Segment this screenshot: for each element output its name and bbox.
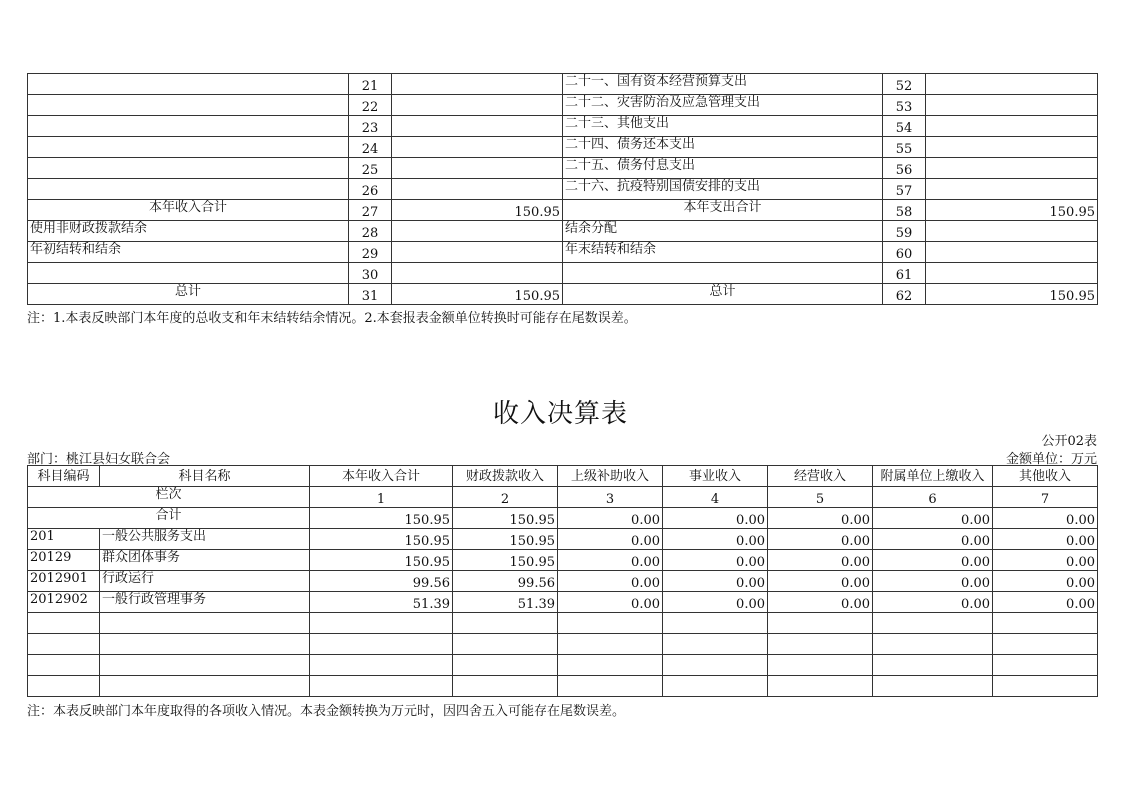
expense-amount: 150.95 — [926, 284, 1098, 305]
expense-line-number: 57 — [883, 179, 926, 200]
balance-row — [28, 158, 1098, 179]
balance-row — [28, 221, 1098, 242]
subject-code: 2012902 — [28, 592, 100, 613]
income-item-label — [28, 116, 349, 137]
income-value: 0.00 — [873, 571, 993, 592]
income-item-label — [28, 263, 349, 284]
expense-line-number: 62 — [883, 284, 926, 305]
income-amount: 150.95 — [392, 200, 563, 221]
income-item-label — [28, 95, 349, 116]
income-amount — [392, 242, 563, 263]
balance-row — [28, 116, 1098, 137]
expense-line-number: 52 — [883, 74, 926, 95]
empty-cell — [993, 676, 1098, 697]
column-index-row — [28, 487, 1098, 508]
income-value: 0.00 — [873, 529, 993, 550]
header-subject-code: 科目编码 — [28, 466, 100, 487]
income-value: 0.00 — [663, 592, 768, 613]
empty-cell — [453, 613, 558, 634]
amount-unit-label: 金额单位：万元 — [1005, 452, 1097, 467]
subject-code: 20129 — [28, 550, 100, 571]
expense-line-number: 55 — [883, 137, 926, 158]
income-value: 0.00 — [558, 592, 663, 613]
income-line-number: 29 — [349, 242, 392, 263]
expense-amount — [926, 74, 1098, 95]
income-value: 150.95 — [453, 529, 558, 550]
income-line-number: 28 — [349, 221, 392, 242]
expense-amount — [926, 179, 1098, 200]
header-total-income: 本年收入合计 — [310, 466, 453, 487]
income-value: 0.00 — [663, 571, 768, 592]
balance-row — [28, 200, 1098, 221]
empty-cell — [558, 655, 663, 676]
income-item-label — [28, 74, 349, 95]
expense-item-label — [563, 263, 883, 284]
income-value: 0.00 — [558, 550, 663, 571]
column-index-number: 2 — [453, 487, 558, 508]
expense-item-label: 二十六、抗疫特别国债安排的支出 — [563, 179, 883, 200]
empty-cell — [100, 676, 310, 697]
expense-item-label: 二十二、灾害防治及应急管理支出 — [563, 95, 883, 116]
expense-item-label: 二十四、债务还本支出 — [563, 137, 883, 158]
total-value: 0.00 — [558, 508, 663, 529]
income-amount: 150.95 — [392, 284, 563, 305]
income-amount — [392, 221, 563, 242]
header-subject-name: 科目名称 — [100, 466, 310, 487]
income-table — [27, 465, 1098, 697]
balance-row — [28, 284, 1098, 305]
income-value: 0.00 — [768, 550, 873, 571]
total-value: 0.00 — [768, 508, 873, 529]
income-line-number: 24 — [349, 137, 392, 158]
income-value: 150.95 — [453, 550, 558, 571]
empty-cell — [663, 613, 768, 634]
expense-amount — [926, 221, 1098, 242]
balance-row — [28, 242, 1098, 263]
income-value: 0.00 — [873, 550, 993, 571]
empty-cell — [100, 634, 310, 655]
income-value: 0.00 — [993, 592, 1098, 613]
income-value: 0.00 — [663, 529, 768, 550]
income-value: 0.00 — [768, 529, 873, 550]
income-line-number: 23 — [349, 116, 392, 137]
subject-name: 一般公共服务支出 — [100, 529, 310, 550]
income-line-number: 31 — [349, 284, 392, 305]
income-value: 0.00 — [558, 571, 663, 592]
expense-line-number: 61 — [883, 263, 926, 284]
column-index-number: 7 — [993, 487, 1098, 508]
empty-cell — [558, 613, 663, 634]
empty-cell — [873, 676, 993, 697]
expense-line-number: 58 — [883, 200, 926, 221]
expense-item-label: 年末结转和结余 — [563, 242, 883, 263]
table-row — [28, 550, 1098, 571]
income-value: 0.00 — [993, 550, 1098, 571]
column-index-label: 栏次 — [28, 487, 310, 508]
income-line-number: 30 — [349, 263, 392, 284]
header-fiscal-income: 财政拨款收入 — [453, 466, 558, 487]
income-item-label — [28, 158, 349, 179]
expense-amount — [926, 242, 1098, 263]
empty-cell — [768, 613, 873, 634]
income-value: 0.00 — [663, 550, 768, 571]
header-other-income: 其他收入 — [993, 466, 1098, 487]
empty-row — [28, 613, 1098, 634]
empty-cell — [28, 634, 100, 655]
empty-cell — [310, 634, 453, 655]
empty-cell — [993, 634, 1098, 655]
total-value: 0.00 — [873, 508, 993, 529]
empty-cell — [453, 676, 558, 697]
expense-line-number: 60 — [883, 242, 926, 263]
table-row — [28, 592, 1098, 613]
empty-cell — [993, 613, 1098, 634]
expense-amount — [926, 116, 1098, 137]
balance-row — [28, 263, 1098, 284]
empty-cell — [558, 634, 663, 655]
income-line-number: 25 — [349, 158, 392, 179]
total-row — [28, 508, 1098, 529]
expense-item-label: 本年支出合计 — [563, 200, 883, 221]
column-index-number: 6 — [873, 487, 993, 508]
income-item-label: 年初结转和结余 — [28, 242, 349, 263]
expense-amount — [926, 95, 1098, 116]
empty-cell — [873, 655, 993, 676]
income-item-label: 总计 — [28, 284, 349, 305]
income-value: 51.39 — [310, 592, 453, 613]
empty-cell — [768, 676, 873, 697]
empty-cell — [100, 655, 310, 676]
income-table-header-row — [28, 466, 1098, 487]
form-number: 公开02表 — [1041, 434, 1097, 449]
empty-cell — [993, 655, 1098, 676]
balance-table — [27, 73, 1098, 305]
income-amount — [392, 158, 563, 179]
empty-cell — [28, 613, 100, 634]
income-value: 0.00 — [558, 529, 663, 550]
expense-amount — [926, 158, 1098, 179]
income-amount — [392, 95, 563, 116]
empty-cell — [310, 655, 453, 676]
income-value: 51.39 — [453, 592, 558, 613]
income-value: 0.00 — [768, 571, 873, 592]
header-subsidy-income: 上级补助收入 — [558, 466, 663, 487]
income-line-number: 22 — [349, 95, 392, 116]
income-value: 99.56 — [310, 571, 453, 592]
income-amount — [392, 179, 563, 200]
expense-item-label: 二十五、债务付息支出 — [563, 158, 883, 179]
income-value: 0.00 — [873, 592, 993, 613]
header-affiliated-income: 附属单位上缴收入 — [873, 466, 993, 487]
column-index-number: 5 — [768, 487, 873, 508]
income-amount — [392, 116, 563, 137]
empty-cell — [28, 655, 100, 676]
expense-item-label: 二十三、其他支出 — [563, 116, 883, 137]
income-amount — [392, 263, 563, 284]
empty-cell — [310, 613, 453, 634]
subject-code: 201 — [28, 529, 100, 550]
income-value: 150.95 — [310, 529, 453, 550]
income-value: 0.00 — [993, 529, 1098, 550]
empty-cell — [873, 613, 993, 634]
expense-amount: 150.95 — [926, 200, 1098, 221]
expense-amount — [926, 263, 1098, 284]
empty-cell — [663, 634, 768, 655]
balance-row — [28, 137, 1098, 158]
empty-cell — [663, 676, 768, 697]
empty-cell — [310, 676, 453, 697]
empty-row — [28, 676, 1098, 697]
total-value: 150.95 — [310, 508, 453, 529]
income-line-number: 26 — [349, 179, 392, 200]
empty-cell — [768, 655, 873, 676]
header-business-income: 事业收入 — [663, 466, 768, 487]
income-item-label: 使用非财政拨款结余 — [28, 221, 349, 242]
income-table-note: 注：本表反映部门本年度取得的各项收入情况。本表金额转换为万元时，因四舍五入可能存在尾数误差。 — [27, 704, 626, 719]
table-row — [28, 529, 1098, 550]
income-item-label: 本年收入合计 — [28, 200, 349, 221]
empty-cell — [558, 676, 663, 697]
empty-cell — [453, 655, 558, 676]
empty-cell — [100, 613, 310, 634]
income-item-label — [28, 179, 349, 200]
income-value: 0.00 — [768, 592, 873, 613]
balance-table-note: 注：1.本表反映部门本年度的总收支和年末结转结余情况。2.本套报表金额单位转换时可能存在尾数误差。 — [27, 311, 637, 326]
subject-name: 行政运行 — [100, 571, 310, 592]
empty-cell — [663, 655, 768, 676]
empty-row — [28, 655, 1098, 676]
subject-name: 群众团体事务 — [100, 550, 310, 571]
total-label: 合计 — [28, 508, 310, 529]
balance-row — [28, 95, 1098, 116]
empty-cell — [768, 634, 873, 655]
income-item-label — [28, 137, 349, 158]
total-value: 150.95 — [453, 508, 558, 529]
page-title: 收入决算表 — [492, 399, 628, 429]
empty-cell — [873, 634, 993, 655]
expense-item-label: 总计 — [563, 284, 883, 305]
subject-code: 2012901 — [28, 571, 100, 592]
expense-item-label: 二十一、国有资本经营预算支出 — [563, 74, 883, 95]
table-row — [28, 571, 1098, 592]
header-operating-income: 经营收入 — [768, 466, 873, 487]
column-index-number: 1 — [310, 487, 453, 508]
expense-item-label: 结余分配 — [563, 221, 883, 242]
income-line-number: 21 — [349, 74, 392, 95]
expense-line-number: 56 — [883, 158, 926, 179]
income-amount — [392, 137, 563, 158]
expense-amount — [926, 137, 1098, 158]
balance-row — [28, 179, 1098, 200]
income-value: 0.00 — [993, 571, 1098, 592]
income-line-number: 27 — [349, 200, 392, 221]
empty-cell — [453, 634, 558, 655]
expense-line-number: 54 — [883, 116, 926, 137]
department-label: 部门：桃江县妇女联合会 — [27, 452, 171, 467]
total-value: 0.00 — [993, 508, 1098, 529]
subject-name: 一般行政管理事务 — [100, 592, 310, 613]
income-amount — [392, 74, 563, 95]
income-value: 150.95 — [310, 550, 453, 571]
income-value: 99.56 — [453, 571, 558, 592]
total-value: 0.00 — [663, 508, 768, 529]
empty-cell — [28, 676, 100, 697]
expense-line-number: 53 — [883, 95, 926, 116]
column-index-number: 4 — [663, 487, 768, 508]
balance-row — [28, 74, 1098, 95]
empty-row — [28, 634, 1098, 655]
expense-line-number: 59 — [883, 221, 926, 242]
column-index-number: 3 — [558, 487, 663, 508]
